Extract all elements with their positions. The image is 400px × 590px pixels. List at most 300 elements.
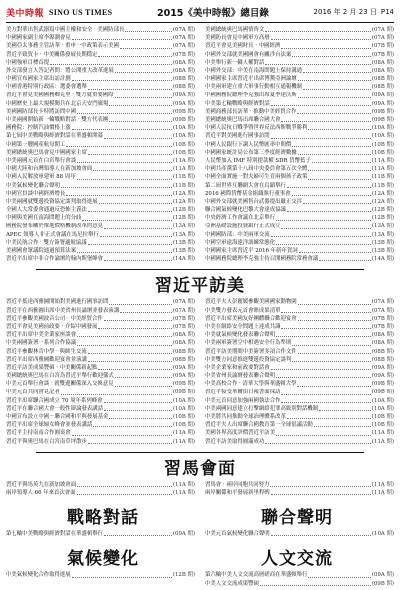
leader-dots — [77, 179, 172, 180]
index-entry-title: 習近平出席全球婦女峰會並發表講話 — [6, 422, 93, 429]
index-entry-issue: (09B 期) — [371, 580, 394, 587]
index-entry-title: 中美元首氣候變化聯合聲明 — [205, 531, 270, 538]
index-entry — [205, 92, 394, 100]
index-entry — [205, 42, 394, 50]
index-entry-issue: (09A 期) — [371, 572, 394, 579]
index-entry — [205, 67, 394, 75]
index-entry-issue: (07A 期) — [172, 299, 195, 306]
index-entry-title: 習近平抵達西雅圖開始對美國進行國事訪問 — [6, 299, 109, 306]
index-entry-title: 中美氣候變化聯合聲明 — [6, 182, 60, 189]
index-entry — [6, 124, 195, 132]
leader-dots — [287, 187, 371, 188]
index-entry — [6, 315, 195, 323]
index-entry-title: 中國歷史上最大規模閱兵在北京天安門廣場 — [6, 100, 109, 107]
index-entry-title: 中美元首舉行會談 · 就雙邊關係深入交換意見 — [6, 381, 114, 388]
section-divider — [36, 452, 364, 453]
index-entry — [205, 255, 394, 263]
index-entry-issue: (08A 期) — [371, 67, 394, 74]
index-entry-issue: (11B 期) — [371, 182, 394, 189]
index-entry-issue: (07B 期) — [371, 51, 394, 58]
index-entry-issue: (09B 期) — [371, 117, 394, 124]
leader-dots — [115, 386, 172, 387]
leader-dots — [77, 486, 172, 487]
xi-visit-index — [6, 298, 394, 445]
index-entry-issue: (07B 期) — [371, 43, 394, 50]
leader-dots — [297, 113, 370, 114]
index-entry — [6, 489, 195, 497]
index-entry — [205, 223, 394, 231]
index-entry — [6, 364, 195, 372]
leader-dots — [298, 80, 371, 81]
index-entry — [6, 190, 195, 198]
index-entry-title: 習近平主持南南合作圓桌會 — [6, 430, 71, 437]
index-entry — [6, 182, 195, 190]
index-entry-issue: (13A 期) — [371, 223, 394, 230]
index-entry — [205, 59, 394, 67]
index-entry-issue: (09A 期) — [172, 373, 195, 380]
index-entry-title: 中美元首共同會見記者 — [6, 389, 60, 396]
index-entry-issue: (12A 期) — [371, 190, 394, 197]
index-entry-title: 中美兩國就雙邊投資協定談判取得進展 — [6, 198, 98, 205]
leader-dots — [82, 220, 171, 221]
index-entry — [205, 141, 394, 149]
leader-dots — [265, 443, 371, 444]
issue-date: 2016 年 2 月 23 日 — [313, 8, 377, 16]
masthead — [6, 4, 394, 23]
index-entry-title: 習近平在聯合國大會一般性辯論發表講話 — [6, 405, 104, 412]
index-entry-title: 習近平出席美國友好團體聯合歡迎宴會 — [205, 315, 297, 322]
xi-ma-left — [6, 481, 195, 497]
index-entry — [205, 83, 394, 91]
index-entry-title: 習近平致賀卡 · 中美關係發展長期穩定 — [6, 51, 98, 58]
leader-dots — [271, 494, 371, 495]
index-entry — [6, 100, 195, 108]
index-entry — [205, 380, 394, 388]
leader-dots — [308, 179, 370, 180]
index-entry-title: 中美第七輪戰略與經濟對話 — [205, 100, 270, 107]
index-entry-issue: (10B 期) — [371, 414, 394, 421]
index-entry-issue: (12B 期) — [172, 215, 195, 222]
index-entry — [6, 372, 195, 380]
index-entry-title: 習近平會見美國財長 · 中國經濟 — [205, 43, 281, 50]
index-entry-issue: (07A 期) — [172, 26, 195, 33]
index-entry-title: 美國總統奧巴馬出席聯合國大會 — [205, 117, 281, 124]
leader-dots — [104, 260, 172, 261]
index-entry-issue: (07A 期) — [371, 307, 394, 314]
index-entry — [6, 481, 195, 489]
index-entry — [205, 339, 394, 347]
joint-right — [205, 530, 394, 538]
index-entry-issue: (12A 期) — [371, 198, 394, 205]
index-entry-title: 美國各界高度評價習近平訪美 — [205, 430, 276, 437]
index-entry-title: 聯合國氣候變化巴黎大會達成協議 — [205, 207, 286, 214]
index-entry-title: 習近平訪美取得圓滿成功 — [205, 438, 265, 445]
index-entry-title: 人民幣加入 IMF 特別提款權 SDR 貨幣籃子 — [205, 157, 311, 164]
index-entry-title: APEC 領導人非正式會議在馬尼拉舉行 — [6, 231, 99, 238]
index-entry-title: 第六輪中美人文交流高層磋商在華盛頓舉行 — [205, 572, 308, 579]
index-entry — [6, 51, 195, 59]
index-entry — [6, 214, 195, 222]
index-entry-title: 國務院發布關於推進價格機制改革的意見 — [6, 223, 104, 230]
index-entry-title: 習馬會 · 兩岸同胞共同努力 — [205, 481, 270, 488]
index-entry-issue: (09A 期) — [172, 100, 195, 107]
index-entry-issue: (10A 期) — [371, 125, 394, 132]
index-entry-issue: (07A 期) — [371, 299, 394, 306]
index-entry-issue: (08A 期) — [371, 332, 394, 339]
index-entry — [6, 239, 195, 247]
climate-left — [6, 571, 195, 587]
index-entry — [205, 307, 394, 315]
index-entry-title: 2016 國際貨幣基金組織執行董事會 — [205, 190, 291, 197]
index-entry-issue: (10B 期) — [172, 422, 195, 429]
section-divider — [36, 269, 364, 270]
index-entry-title: 中美雙方發表元首會晤成果清單 — [205, 307, 281, 314]
index-entry — [205, 331, 394, 339]
index-entry-issue: (14A 期) — [172, 256, 195, 263]
leader-dots — [276, 244, 371, 245]
index-entry-title: 習近平對美國進行國事訪問 — [205, 133, 270, 140]
leader-dots — [292, 345, 371, 346]
leader-dots — [287, 211, 371, 212]
index-entry — [6, 132, 195, 140]
index-entry-title: 美國總統奧巴馬在白宮為習近平舉行歡迎儀式 — [6, 373, 114, 380]
index-entry-title: 中國共產黨第十八屆中央委員會第五次全體 — [205, 166, 308, 173]
index-entry-title: 中國外交部就美國售台武器提出嚴正交涉 — [205, 198, 303, 205]
leader-dots — [88, 353, 172, 354]
index-entry-title: 習近平會見美國前政要 · 介紹中國發展 — [6, 323, 98, 330]
index-entry-title: 全國人大常委會通過反恐怖主義法 — [6, 207, 87, 214]
index-entry-issue: (13B 期) — [172, 248, 195, 255]
leader-dots — [312, 162, 371, 163]
index-entry-title: 習近平接受華爾街日報書面採訪 — [205, 389, 281, 396]
index-entry — [6, 108, 195, 116]
index-entry-issue: (08A 期) — [371, 340, 394, 347]
index-entry-issue: (11A 期) — [172, 438, 195, 445]
index-entry — [205, 389, 394, 397]
leader-dots — [271, 236, 371, 237]
index-entry — [6, 75, 195, 83]
leader-dots — [72, 577, 172, 578]
xi-visit-right — [205, 298, 394, 445]
leader-dots — [104, 138, 172, 139]
section-title-joint: 聯合聲明 — [261, 508, 333, 529]
section-title-strategic: 戰略對話 — [67, 508, 139, 529]
index-entry-issue: (10B 期) — [371, 149, 394, 156]
index-entry-issue: (11A 期) — [172, 430, 195, 437]
index-entry-issue: (11A 期) — [371, 481, 394, 488]
index-entry-issue: (12B 期) — [371, 215, 394, 222]
leader-dots — [88, 89, 172, 90]
leader-dots — [88, 211, 172, 212]
page-number: P14 — [380, 8, 394, 16]
leader-dots — [271, 369, 371, 370]
index-entry-title: 中美兩國開始新一輪戰略對話 · 雙方代表團 — [6, 117, 109, 124]
index-entry — [6, 571, 195, 579]
leader-dots — [115, 377, 172, 378]
index-entry-issue: (07A 期) — [172, 307, 195, 314]
index-entry — [205, 116, 394, 124]
index-entry-title: 中國官員談中國經濟增長 — [6, 190, 66, 197]
index-entry-issue: (10A 期) — [371, 397, 394, 404]
index-entry — [6, 413, 195, 421]
index-entry — [205, 198, 394, 206]
leader-dots — [77, 162, 172, 163]
index-entry — [6, 116, 195, 124]
index-entry-issue: (08B 期) — [371, 348, 394, 355]
leader-dots — [319, 410, 371, 411]
index-entry-issue: (09B 期) — [172, 389, 195, 396]
leader-dots — [104, 410, 172, 411]
index-entry-issue: (08B 期) — [172, 76, 195, 83]
leader-dots — [292, 56, 371, 57]
index-entry-title: 中國空軍遠海遠洋訓練常態化 — [205, 239, 276, 246]
leader-dots — [72, 435, 172, 436]
index-entry-issue: (09B 期) — [172, 381, 195, 388]
index-entry-issue: (13B 期) — [371, 239, 394, 246]
index-entry — [6, 429, 195, 437]
index-entry-issue: (10A 期) — [371, 133, 394, 140]
index-entry-issue: (10A 期) — [371, 531, 394, 538]
index-entry — [6, 356, 195, 364]
index-entry-title: 第二屆世界互聯網大會在烏鎮舉行 — [205, 182, 286, 189]
leader-dots — [66, 146, 172, 147]
index-entry-issue: (08B 期) — [172, 84, 195, 91]
index-entry-title: 中國與美國在南海問題上的分歧 — [6, 215, 82, 222]
index-entry-title: 習近平出席中非合作論壇約翰內斯堡峰會 — [6, 256, 104, 263]
index-entry-title: 美國商務部長訪華 · 推動中美經貿合作 — [205, 108, 297, 115]
index-entry-issue: (10B 期) — [371, 422, 394, 429]
index-entry-title: 兩岸關係和平發展新里程碑 — [205, 489, 270, 496]
leader-dots — [298, 353, 371, 354]
leader-dots — [88, 361, 172, 362]
index-entry-title: 中國大陸和台灣領導人在新加坡會面 — [6, 166, 93, 173]
index-entry-title: 中美兩軍建立重大軍事行動相互通報機制 — [205, 84, 303, 91]
leader-dots — [308, 129, 370, 130]
index-entry-title: 國務院：控制汽油價格上漲 — [6, 125, 71, 132]
index-entry-issue: (08B 期) — [371, 356, 394, 363]
index-entry-issue: (07B 期) — [371, 315, 394, 322]
index-entry-title: 兩岸領導人 66 年來首次會面 — [6, 489, 76, 496]
index-entry-issue: (11B 期) — [172, 174, 195, 181]
index-entry — [205, 75, 394, 83]
leader-dots — [50, 64, 172, 65]
index-entry — [6, 149, 195, 157]
index-entry — [205, 315, 394, 323]
index-entry — [205, 26, 394, 34]
index-entry-issue: (11A 期) — [371, 430, 394, 437]
people-right — [205, 571, 394, 587]
index-entry-issue: (09A 期) — [172, 92, 195, 99]
index-entry — [6, 165, 195, 173]
index-entry — [205, 571, 394, 579]
page-title: 2015《美中時報》總目錄 — [156, 8, 269, 19]
index-entry-title: 第七屆中美戰略與經濟對話在華盛頓開幕 — [6, 133, 104, 140]
index-entry-issue: (08B 期) — [172, 348, 195, 355]
index-entry-issue: (12B 期) — [172, 572, 195, 579]
index-entry-title: 中國國家統計局公布第三季度經濟數據 — [205, 149, 297, 156]
index-entry-title: 中美元首同意加強兩國執法合作 — [205, 397, 281, 404]
index-entry — [205, 124, 394, 132]
index-entry-title: 中國外交部就美國國會有關涉台法案 — [205, 51, 292, 58]
index-entry-title: 習近平與奧巴馬在白宮南草坪散步 — [6, 438, 87, 445]
leader-dots — [297, 386, 370, 387]
strategic-joint-index — [6, 530, 394, 538]
index-entry-title: 中國宣布設立中國－聯合國和平與發展基金 — [6, 414, 109, 421]
leader-dots — [298, 97, 371, 98]
index-entry-issue: (11A 期) — [172, 481, 195, 488]
index-entry-title: 第七輪中美戰略與經濟對話在華盛頓舉行 — [6, 531, 104, 538]
index-entry — [205, 372, 394, 380]
index-entry — [205, 421, 394, 429]
index-entry-issue: (12B 期) — [172, 207, 195, 214]
index-entry-issue: (09B 期) — [371, 389, 394, 396]
index-entry-title: 中國宣布國家主席出訪計劃 — [6, 76, 71, 83]
index-entry — [6, 255, 195, 263]
index-entry-issue: (10B 期) — [172, 414, 195, 421]
index-entry-issue: (07B 期) — [371, 323, 394, 330]
index-entry-issue: (14A 期) — [371, 256, 394, 263]
index-entry — [6, 247, 195, 255]
index-entry-title: 習近平夫人出席聯合國教育第一全球倡議活動 — [205, 422, 313, 429]
index-entry-title: 習近平出席中美企業家座談會 — [6, 332, 77, 339]
index-entry-issue: (11A 期) — [371, 438, 394, 445]
index-entry-title: 中國國務院總理李克強主持召開國務院常務會議 — [205, 256, 319, 263]
leader-dots — [88, 154, 172, 155]
index-entry — [6, 339, 195, 347]
section-title-climate: 氣候變化 — [67, 549, 139, 570]
index-entry — [205, 298, 394, 306]
index-entry-title: 中國國家主席習近平出席博鰲亞洲論壇 — [205, 76, 297, 83]
leader-dots — [299, 252, 371, 253]
index-entry — [6, 206, 195, 214]
index-entry-issue: (11A 期) — [371, 157, 394, 164]
index-entry-issue: (09B 期) — [172, 108, 195, 115]
index-entry-issue: (11B 期) — [371, 174, 394, 181]
index-entry-issue: (10B 期) — [172, 149, 195, 156]
index-entry — [205, 323, 394, 331]
index-entry — [205, 481, 394, 489]
index-entry-title: 中美高校合作 · 清華大學與華盛頓大學 — [205, 381, 297, 388]
index-entry — [205, 429, 394, 437]
leader-dots — [260, 585, 371, 586]
index-entry — [205, 580, 394, 588]
leader-dots — [303, 203, 371, 204]
index-entry — [205, 206, 394, 214]
index-entry — [205, 100, 394, 108]
leader-dots — [281, 312, 370, 313]
index-entry-title: 習近平夫人彭麗媛參觀美國國家動物園 — [205, 299, 297, 306]
index-entry-issue: (13B 期) — [172, 239, 195, 246]
leader-dots — [265, 64, 371, 65]
index-entry — [6, 198, 195, 206]
index-entry-title: 中美省州長論壇發表聯合聲明 — [205, 373, 276, 380]
leader-dots — [77, 345, 172, 346]
leader-dots — [292, 195, 371, 196]
index-entry-title: 中美企業家和前政要對話會 — [205, 364, 270, 371]
leader-dots — [120, 48, 172, 49]
index-entry-issue: (09A 期) — [172, 531, 195, 538]
index-entry-title: 中美兩國同意建立打擊網絡犯罪高級別對話機制 — [205, 405, 319, 412]
index-entry — [6, 405, 195, 413]
index-entry-issue: (11A 期) — [172, 489, 195, 496]
index-entry — [205, 157, 394, 165]
index-entry — [205, 405, 394, 413]
index-entry-title: 中美舉行新一輪人權對話 — [205, 59, 265, 66]
index-entry — [6, 438, 195, 446]
leader-dots — [109, 105, 171, 106]
index-entry-title: 中國人民解放軍建軍 88 周年 — [6, 174, 76, 181]
xi-visit-left — [6, 298, 195, 445]
index-entry-issue: (11A 期) — [371, 489, 394, 496]
index-entry-title: 習近平出席西雅圖歡迎宴會並演講 — [6, 356, 87, 363]
index-entry-title: 中美將共同推動全球治理體系改革 — [205, 414, 286, 421]
leader-dots — [276, 220, 371, 221]
index-entry-issue: (12A 期) — [172, 190, 195, 197]
index-entry-title: 中國國務院總理李克強出席夏季達沃斯 — [205, 92, 297, 99]
leader-dots — [281, 121, 370, 122]
index-entry — [205, 34, 394, 42]
section-title-xi-visit: 習近平訪美 — [155, 276, 245, 297]
index-entry-title: 中美民航合作 · 雙方簽署適航協議 — [6, 239, 87, 246]
index-entry — [6, 389, 195, 397]
leader-dots — [109, 121, 172, 122]
index-entry-issue: (09B 期) — [371, 108, 394, 115]
index-entry-title: 中央經濟工作會議在北京舉行 — [205, 215, 276, 222]
index-entry-issue: (08A 期) — [172, 67, 195, 74]
index-entry — [6, 348, 195, 356]
leader-dots — [77, 494, 172, 495]
index-entry-title: 習近平訪美成果豐碩 · 中美關係新起點 — [6, 364, 98, 371]
index-entry — [205, 108, 394, 116]
xi-ma-index — [6, 481, 394, 497]
index-entry — [6, 34, 195, 42]
index-entry-issue: (10A 期) — [172, 133, 195, 140]
index-entry-title: 習近平與馬英九在新加坡會面 — [6, 481, 77, 488]
index-entry-issue: (10A 期) — [172, 397, 195, 404]
index-entry — [6, 83, 195, 91]
index-entry-issue: (09A 期) — [371, 364, 394, 371]
index-entry-title: 美方對華出售武器寫中國主權和安全 · 美國防部長 — [6, 26, 125, 33]
leader-dots — [281, 328, 370, 329]
leader-dots — [298, 154, 371, 155]
index-entry — [205, 51, 394, 59]
leader-dots — [72, 80, 172, 81]
index-entry — [205, 132, 394, 140]
index-entry-issue: (13A 期) — [371, 231, 394, 238]
leader-dots — [281, 228, 370, 229]
index-entry-issue: (07B 期) — [172, 51, 195, 58]
index-entry-issue: (10A 期) — [172, 125, 195, 132]
index-entry — [6, 331, 195, 339]
leader-dots — [104, 535, 172, 536]
index-entry — [6, 173, 195, 181]
leader-dots — [292, 146, 371, 147]
leader-dots — [115, 97, 172, 98]
index-entry-issue: (08B 期) — [172, 356, 195, 363]
index-entry-title: 中美就氣候變化發表聯合聲明 — [205, 332, 276, 339]
top-index-right — [205, 26, 394, 263]
index-entry-issue: (09B 期) — [172, 117, 195, 124]
index-entry — [205, 239, 394, 247]
leader-dots — [93, 170, 172, 171]
brand-name-en: SINO US TIMES — [49, 7, 113, 17]
index-entry-title: 美國防長會見中國軍方高層 — [205, 35, 270, 42]
top-index — [6, 26, 394, 263]
leader-dots — [271, 535, 371, 536]
index-entry — [205, 489, 394, 497]
index-entry-issue: (08B 期) — [371, 76, 394, 83]
leader-dots — [77, 113, 172, 114]
